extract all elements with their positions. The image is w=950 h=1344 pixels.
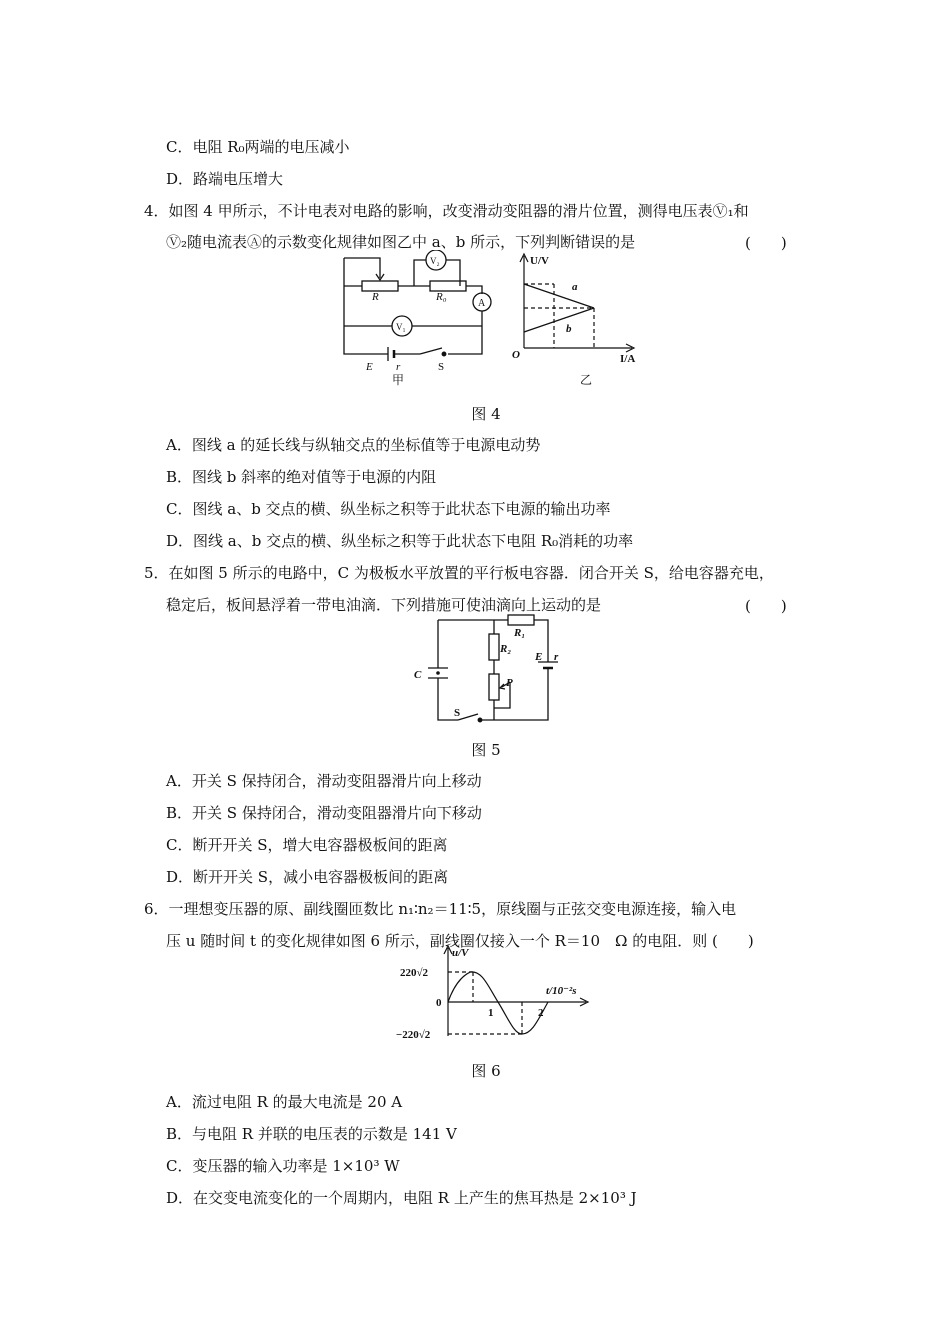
q5-stem-line1: 5．在如图 5 所示的电路中，C 为极板水平放置的平行板电容器．闭合开关 S，给电容器充电， [144,564,774,582]
graph-line-b-label: b [566,323,572,335]
label-R: R [372,291,379,303]
graph6-ymin-label: −220√2 [396,1029,431,1041]
label-r5: r [554,651,559,663]
q5-option-b: B．开关 S 保持闭合，滑动变阻器滑片向下移动 [166,804,482,822]
graph6-ymax-label: 220√2 [400,967,429,979]
q5-stem-line2: 稳定后，板间悬浮着一带电油滴．下列措施可使油滴向上运动的是 [166,596,602,614]
label-R2: R₂ [500,643,512,655]
q5-answer-paren: ( ) [745,597,787,615]
figure-6-graph [396,944,596,1044]
q4-option-d: D．图线 a、b 交点的横、纵坐标之积等于此状态下电阻 R₀消耗的功率 [166,532,634,550]
q4-option-c: C．图线 a、b 交点的横、纵坐标之积等于此状态下电源的输出功率 [166,500,611,518]
label-yi: 乙 [580,373,593,387]
q6-option-a: A．流过电阻 R 的最大电流是 20 A [166,1093,403,1111]
q3-option-c: C．电阻 R₀两端的电压减小 [166,138,350,156]
q6-stem-line2: 压 u 随时间 t 的变化规律如图 6 所示，副线圈仅接入一个 R＝10 Ω 的电阻．则 ( ) [166,932,754,950]
q5-option-c: C．断开开关 S，增大电容器极板间的距离 [166,836,448,854]
label-S: S [438,361,445,373]
graph-i-axis-label: I/A [620,353,636,365]
graph6-t2-label: 2 [538,1007,544,1019]
q4-stem-line2: Ⓥ₂随电流表Ⓐ的示数变化规律如图乙中 a、b 所示，下列判断错误的是 [166,233,636,251]
q5-option-a: A．开关 S 保持闭合，滑动变阻器滑片向上移动 [166,772,482,790]
figure-5-caption: 图 5 [471,741,501,759]
label-C: C [414,669,422,681]
label-S5: S [454,707,461,719]
figure-4-circuit-jia [330,250,500,390]
graph6-u-axis-label: u/V [452,947,469,959]
q4-option-b: B．图线 b 斜率的绝对值等于电源的内阻 [166,468,437,486]
q4-option-a: A．图线 a 的延长线与纵轴交点的坐标值等于电源电动势 [166,436,541,454]
label-A: A [478,298,486,309]
graph6-zero-label: 0 [436,997,442,1009]
figure-4-graph-yi [508,250,648,390]
label-r: r [396,361,401,373]
figure-6-caption: 图 6 [471,1062,501,1080]
q6-option-b: B．与电阻 R 并联的电压表的示数是 141 V [166,1125,457,1143]
label-R0: R₀ [436,291,447,303]
q6-option-d: D．在交变电流变化的一个周期内，电阻 R 上产生的焦耳热是 2×10³ J [166,1189,637,1207]
label-E5: E [535,651,543,663]
label-P: P [506,677,513,689]
graph-origin-label: O [512,349,520,361]
graph-line-a-label: a [572,281,578,293]
q5-option-d: D．断开开关 S，减小电容器极板间的距离 [166,868,449,886]
graph6-t1-label: 1 [488,1007,494,1019]
q6-option-c: C．变压器的输入功率是 1×10³ W [166,1157,400,1175]
q3-option-d: D．路端电压增大 [166,170,284,188]
label-V2: V₂ [430,256,440,266]
figure-5-circuit [410,612,570,727]
q6-stem-line1: 6．一理想变压器的原、副线圈匝数比 n₁∶n₂＝11∶5，原线圈与正弦交变电源连接，输入电 [144,900,737,918]
label-V1: V₁ [396,322,406,332]
graph-u-axis-label: U/V [530,255,549,267]
q4-stem-line1: 4．如图 4 甲所示，不计电表对电路的影响，改变滑动变阻器的滑片位置，测得电压表Ⓥ₁和 [144,202,749,220]
graph6-t-axis-label: t/10⁻²s [546,985,577,997]
q4-answer-paren: ( ) [745,234,787,252]
label-R1: R₁ [514,627,526,639]
label-jia: 甲 [392,373,405,387]
label-E: E [366,361,373,373]
figure-4-caption: 图 4 [471,405,501,423]
